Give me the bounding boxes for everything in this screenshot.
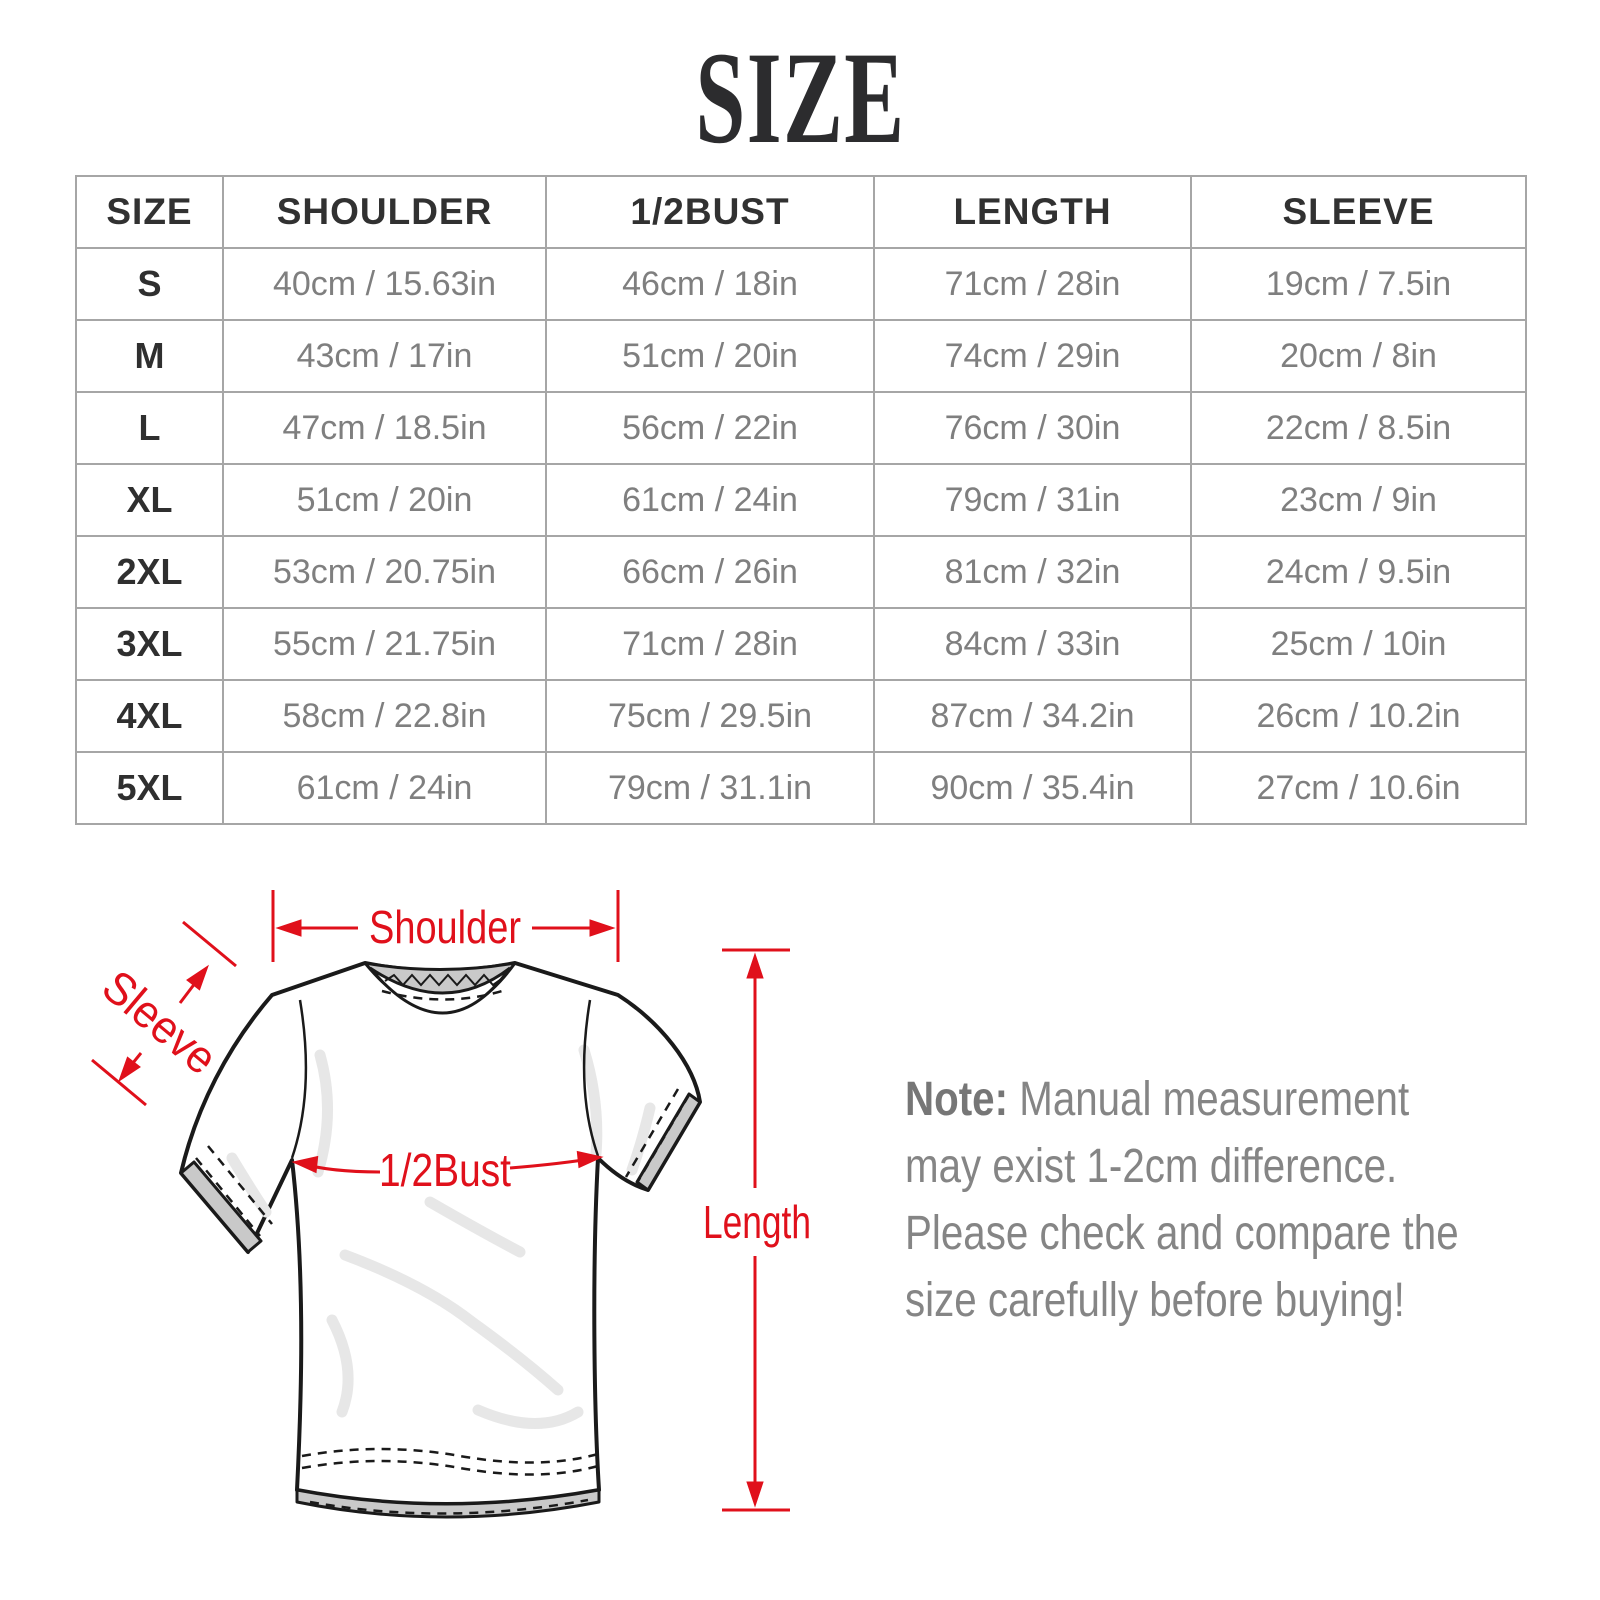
column-header-size: SIZE [76, 176, 223, 248]
table-cell: 81cm / 32in [874, 536, 1191, 608]
shoulder-label: Shoulder [369, 901, 521, 953]
row-label: 4XL [76, 680, 223, 752]
length-label: Length [703, 1196, 811, 1248]
size-table [75, 175, 1527, 825]
note-prefix: Note: [905, 1073, 1009, 1126]
table-row [76, 392, 1526, 464]
table-row [76, 536, 1526, 608]
arrowhead-up [747, 954, 763, 978]
tshirt-measurement-diagram [0, 850, 850, 1570]
table-cell: 79cm / 31.1in [546, 752, 874, 824]
table-cell: 23cm / 9in [1191, 464, 1526, 536]
table-row [76, 248, 1526, 320]
arrowhead-left [277, 920, 301, 936]
table-cell: 22cm / 8.5in [1191, 392, 1526, 464]
column-header-length: LENGTH [874, 176, 1191, 248]
table-cell: 84cm / 33in [874, 608, 1191, 680]
table-cell: 79cm / 31in [874, 464, 1191, 536]
table-cell: 27cm / 10.6in [1191, 752, 1526, 824]
row-label: 2XL [76, 536, 223, 608]
table-header-row [76, 176, 1526, 248]
note-text: Manual measurement may exist 1-2cm difference. Please check and compare the size carefully before buying! [905, 1073, 1459, 1327]
table-cell: 61cm / 24in [546, 464, 874, 536]
table-cell: 24cm / 9.5in [1191, 536, 1526, 608]
table-row [76, 608, 1526, 680]
column-header-shoulder: SHOULDER [223, 176, 546, 248]
table-cell: 90cm / 35.4in [874, 752, 1191, 824]
row-label: XL [76, 464, 223, 536]
table-cell: 71cm / 28in [546, 608, 874, 680]
table-cell: 51cm / 20in [223, 464, 546, 536]
table-cell: 76cm / 30in [874, 392, 1191, 464]
table-row [76, 464, 1526, 536]
table-cell: 75cm / 29.5in [546, 680, 874, 752]
page-title-wrap [0, 24, 1600, 171]
table-row [76, 680, 1526, 752]
page-title: SIZE [694, 24, 906, 171]
note-paragraph [905, 1066, 1493, 1334]
table-cell: 25cm / 10in [1191, 608, 1526, 680]
table-row [76, 320, 1526, 392]
row-label: 3XL [76, 608, 223, 680]
table-cell: 19cm / 7.5in [1191, 248, 1526, 320]
column-header-bust: 1/2BUST [546, 176, 874, 248]
column-header-sleeve: SLEEVE [1191, 176, 1526, 248]
table-cell: 61cm / 24in [223, 752, 546, 824]
table-cell: 26cm / 10.2in [1191, 680, 1526, 752]
row-label: 5XL [76, 752, 223, 824]
table-cell: 43cm / 17in [223, 320, 546, 392]
table-cell: 71cm / 28in [874, 248, 1191, 320]
table-cell: 51cm / 20in [546, 320, 874, 392]
table-cell: 40cm / 15.63in [223, 248, 546, 320]
row-label: L [76, 392, 223, 464]
table-cell: 53cm / 20.75in [223, 536, 546, 608]
table-cell: 66cm / 26in [546, 536, 874, 608]
sleeve-tick-top [183, 922, 236, 966]
row-label: S [76, 248, 223, 320]
table-cell: 56cm / 22in [546, 392, 874, 464]
table-cell: 46cm / 18in [546, 248, 874, 320]
sleeve-label: Sleeve [92, 959, 234, 1090]
arrowhead-down [747, 1482, 763, 1506]
table-cell: 55cm / 21.75in [223, 608, 546, 680]
table-cell: 47cm / 18.5in [223, 392, 546, 464]
row-label: M [76, 320, 223, 392]
table-row [76, 752, 1526, 824]
bust-label: 1/2Bust [379, 1144, 512, 1196]
arrowhead-up-right [187, 961, 214, 990]
table-cell: 20cm / 8in [1191, 320, 1526, 392]
arrowhead-right [590, 920, 614, 936]
table-cell: 87cm / 34.2in [874, 680, 1191, 752]
table-cell: 58cm / 22.8in [223, 680, 546, 752]
table-cell: 74cm / 29in [874, 320, 1191, 392]
